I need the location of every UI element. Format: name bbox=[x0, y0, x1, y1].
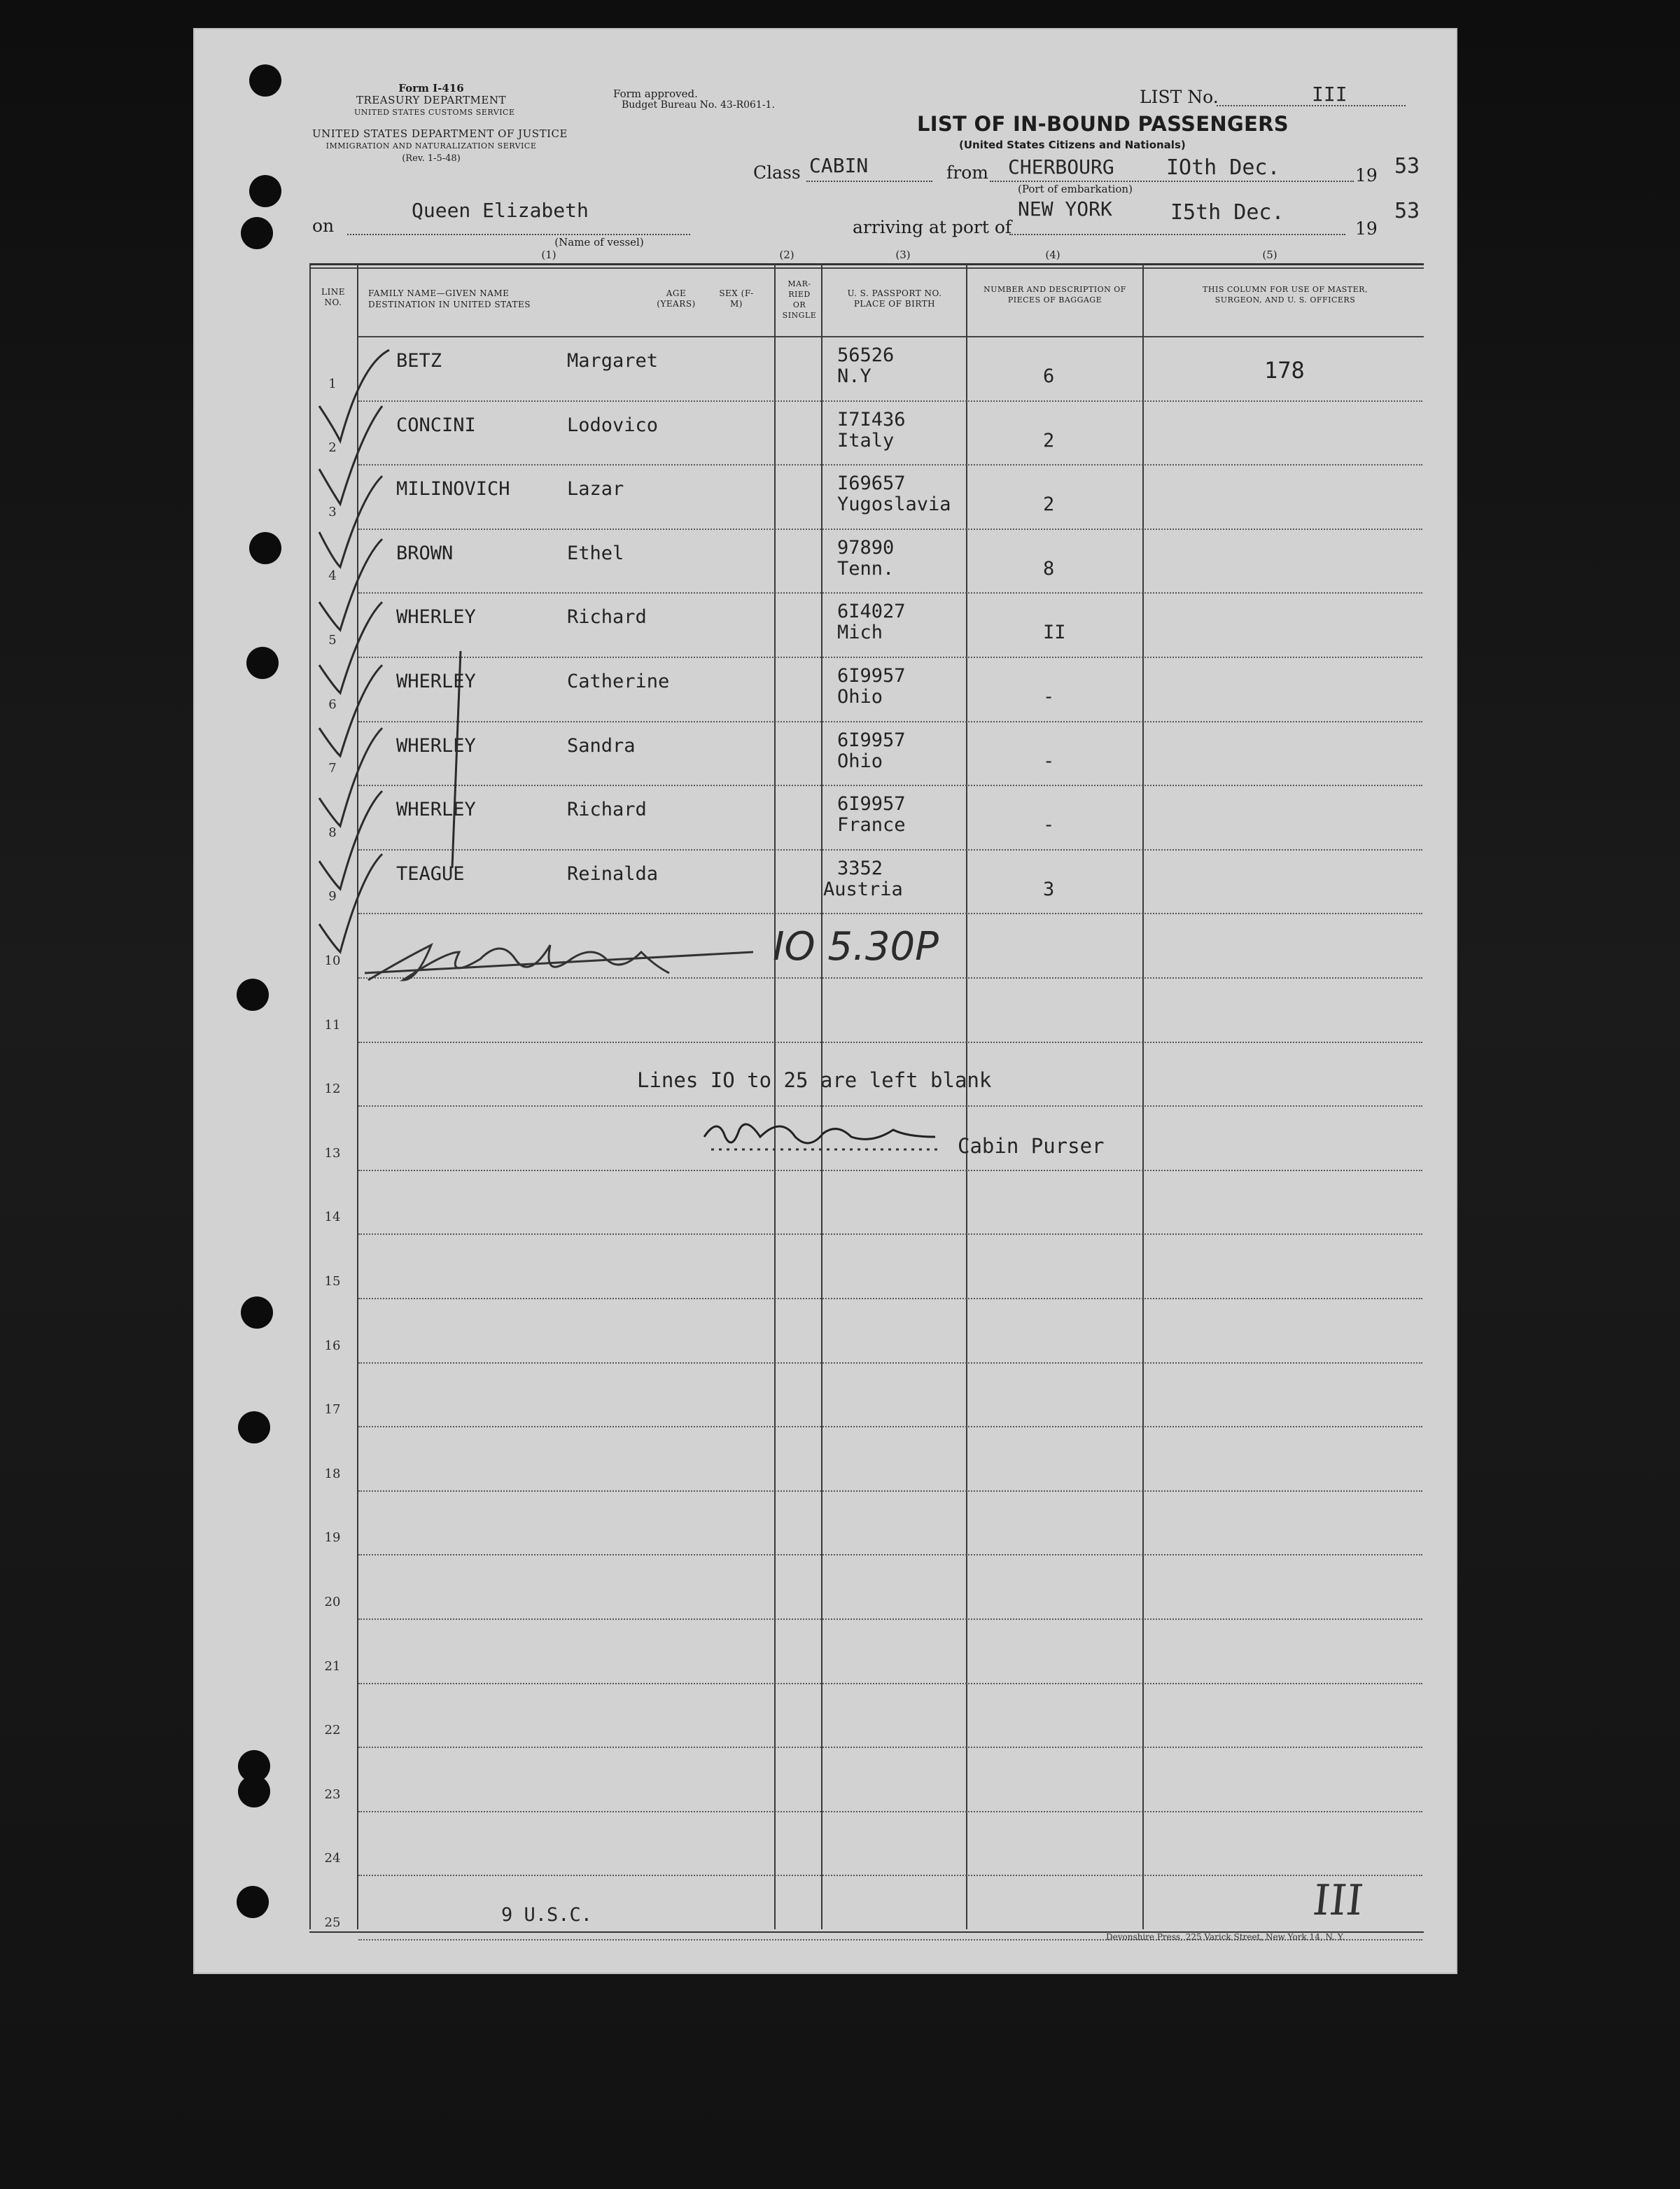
vessel-name: Queen Elizabeth bbox=[412, 199, 589, 222]
line-number: 10 bbox=[324, 953, 341, 968]
line-number: 21 bbox=[324, 1659, 341, 1674]
passport-number: I7I436 bbox=[837, 409, 906, 431]
row-rule bbox=[358, 592, 1422, 594]
col-num-5: (5) bbox=[1262, 249, 1278, 261]
punch-hole bbox=[238, 1411, 270, 1443]
passenger-given-name: Margaret bbox=[567, 350, 659, 372]
passenger-family-name: WHERLEY bbox=[396, 735, 476, 757]
line-number: 18 bbox=[324, 1467, 341, 1481]
header-rule bbox=[309, 267, 1424, 269]
passenger-family-name: CONCINI bbox=[396, 414, 476, 436]
row-rule bbox=[358, 1426, 1422, 1427]
line-number: 22 bbox=[324, 1723, 341, 1737]
row-rule bbox=[358, 721, 1422, 722]
line-number: 25 bbox=[324, 1915, 341, 1930]
place-of-birth: Italy bbox=[837, 430, 895, 452]
col-header-age: AGE (YEARS) bbox=[657, 288, 696, 309]
line-number: 23 bbox=[324, 1787, 341, 1802]
col-num-2: (2) bbox=[779, 249, 794, 261]
col-num-1: (1) bbox=[541, 249, 556, 261]
row-rule bbox=[358, 464, 1422, 466]
row-rule bbox=[358, 1362, 1422, 1364]
from-port: CHERBOURG bbox=[1008, 155, 1114, 179]
col-header-destination: DESTINATION IN UNITED STATES bbox=[368, 300, 531, 309]
passenger-given-name: Sandra bbox=[567, 735, 636, 757]
punch-hole bbox=[249, 532, 281, 564]
row-rule bbox=[358, 1618, 1422, 1620]
printer-imprint: Devonshire Press, 225 Varick Street, New York 14, N. Y. bbox=[1106, 1932, 1345, 1942]
passport-number: 6I9957 bbox=[837, 665, 906, 687]
row-rule bbox=[358, 657, 1422, 658]
col-divider bbox=[821, 263, 822, 1929]
class-value: CABIN bbox=[809, 154, 869, 177]
line-number: 17 bbox=[324, 1402, 341, 1417]
row-rule bbox=[358, 1747, 1422, 1748]
punch-hole bbox=[237, 1886, 269, 1918]
place-of-birth: Tenn. bbox=[837, 558, 895, 580]
port-embarkation-note: (Port of embarkation) bbox=[1018, 183, 1133, 195]
line-number: 9 bbox=[328, 889, 337, 904]
line-number: 16 bbox=[324, 1338, 341, 1353]
revision: (Rev. 1-5-48) bbox=[402, 153, 461, 164]
usc-note: 9 U.S.C. bbox=[501, 1904, 593, 1926]
line-number: 5 bbox=[328, 633, 337, 648]
passport-number: 56526 bbox=[837, 344, 895, 366]
passenger-given-name: Richard bbox=[567, 606, 647, 628]
line-number: 14 bbox=[324, 1210, 341, 1224]
col-divider bbox=[1142, 263, 1144, 1929]
passenger-family-name: WHERLEY bbox=[396, 606, 476, 628]
row-rule bbox=[358, 400, 1422, 402]
passport-number: 97890 bbox=[837, 537, 895, 559]
budget-bureau: Budget Bureau No. 43-R061-1. bbox=[622, 99, 775, 111]
row-rule bbox=[358, 1554, 1422, 1555]
page-subtitle: (United States Citizens and Nationals) bbox=[959, 139, 1186, 151]
col-header-passport: U. S. PASSPORT NO. PLACE OF BIRTH bbox=[847, 288, 942, 309]
tally-marks: III bbox=[1310, 1876, 1366, 1925]
time-stamp: IO 5.30P bbox=[773, 924, 939, 970]
punch-hole bbox=[238, 1775, 270, 1807]
passenger-family-name: MILINOVICH bbox=[396, 478, 510, 500]
row-rule bbox=[358, 1233, 1422, 1235]
baggage-count: 3 bbox=[1043, 879, 1055, 900]
punch-hole bbox=[246, 647, 279, 679]
row-rule bbox=[358, 1490, 1422, 1492]
row-rule bbox=[358, 913, 1422, 914]
passenger-family-name: WHERLEY bbox=[396, 671, 476, 692]
form-number: Form I-416 bbox=[398, 82, 464, 95]
from-date: IOth Dec. bbox=[1166, 155, 1280, 180]
passenger-family-name: BROWN bbox=[396, 543, 454, 564]
row-rule bbox=[358, 1105, 1422, 1107]
place-of-birth: Mich bbox=[837, 622, 883, 643]
vessel-line bbox=[347, 234, 690, 235]
baggage-count: 6 bbox=[1043, 365, 1055, 387]
passenger-given-name: Reinalda bbox=[567, 863, 659, 885]
passenger-given-name: Ethel bbox=[567, 543, 624, 564]
col-num-3: (3) bbox=[895, 249, 911, 261]
immigration-service: IMMIGRATION AND NATURALIZATION SERVICE bbox=[326, 141, 537, 151]
line-number: 7 bbox=[328, 761, 337, 776]
row-rule bbox=[358, 785, 1422, 786]
col-divider bbox=[309, 263, 311, 1929]
list-no-line bbox=[1217, 105, 1406, 106]
row-rule bbox=[358, 1875, 1422, 1876]
col-num-4: (4) bbox=[1045, 249, 1060, 261]
arrive-port: NEW YORK bbox=[1018, 197, 1112, 221]
baggage-count: - bbox=[1043, 750, 1055, 772]
place-of-birth: Austria bbox=[823, 879, 903, 900]
line-number: 20 bbox=[324, 1595, 341, 1609]
punch-hole bbox=[249, 64, 281, 97]
place-of-birth: Yugoslavia bbox=[837, 494, 951, 515]
line-number: 1 bbox=[328, 377, 337, 391]
col-header-line: LINE NO. bbox=[321, 287, 345, 307]
place-of-birth: Ohio bbox=[837, 686, 883, 708]
check-marks bbox=[312, 322, 494, 973]
row-rule bbox=[358, 529, 1422, 530]
row-rule bbox=[358, 1683, 1422, 1684]
line-number: 11 bbox=[324, 1018, 341, 1033]
col-header-name: FAMILY NAME—GIVEN NAME bbox=[368, 288, 510, 298]
line-number: 3 bbox=[328, 505, 337, 519]
line-number: 2 bbox=[328, 440, 337, 455]
col-header-officers: THIS COLUMN FOR USE OF MASTER, SURGEON, AND U. S. OFFICERS bbox=[1203, 285, 1368, 305]
passenger-family-name: BETZ bbox=[396, 350, 442, 372]
passport-number: 6I4027 bbox=[837, 601, 906, 622]
passport-number: 6I9957 bbox=[837, 729, 906, 751]
passport-number: 3352 bbox=[837, 858, 883, 879]
blank-lines-note: Lines IO to 25 are left blank bbox=[637, 1068, 992, 1092]
arrive-date: I5th Dec. bbox=[1170, 200, 1284, 225]
customs-service: UNITED STATES CUSTOMS SERVICE bbox=[354, 108, 515, 117]
manifest-page bbox=[193, 28, 1457, 1974]
col-header-sex: SEX (F-M) bbox=[719, 288, 754, 309]
from-line bbox=[990, 181, 1354, 182]
passenger-family-name: WHERLEY bbox=[396, 799, 476, 820]
arrive-year-prefix: 19 bbox=[1355, 218, 1378, 239]
line-number: 24 bbox=[324, 1851, 341, 1866]
header-bottom bbox=[358, 336, 1424, 337]
passport-number: I69657 bbox=[837, 473, 906, 494]
officer-note: 178 bbox=[1264, 357, 1305, 384]
line-number: 6 bbox=[328, 697, 337, 712]
passenger-family-name: TEAGUE bbox=[396, 863, 465, 885]
class-line bbox=[806, 181, 932, 182]
arrive-line bbox=[1009, 234, 1345, 235]
on-label: on bbox=[312, 216, 335, 236]
from-year: 53 bbox=[1394, 154, 1420, 179]
page-title: LIST OF IN-BOUND PASSENGERS bbox=[917, 112, 1289, 136]
baggage-count: 2 bbox=[1043, 494, 1055, 515]
line-number: 13 bbox=[324, 1146, 341, 1161]
punch-hole bbox=[249, 175, 281, 207]
line-number: 8 bbox=[328, 825, 337, 840]
arrive-year: 53 bbox=[1394, 199, 1420, 223]
from-label: from bbox=[946, 162, 988, 183]
vessel-note: (Name of vessel) bbox=[554, 236, 644, 249]
passenger-given-name: Lazar bbox=[567, 478, 624, 500]
punch-hole bbox=[241, 217, 273, 249]
place-of-birth: Ohio bbox=[837, 750, 883, 772]
punch-hole bbox=[241, 1296, 273, 1329]
baggage-count: 2 bbox=[1043, 430, 1055, 452]
col-divider bbox=[774, 263, 776, 1929]
arriving-label: arriving at port of bbox=[853, 217, 1012, 237]
justice-dept: UNITED STATES DEPARTMENT OF JUSTICE bbox=[312, 127, 568, 140]
form-approved: Form approved. bbox=[613, 88, 698, 100]
from-year-prefix: 19 bbox=[1355, 165, 1378, 186]
baggage-count: II bbox=[1043, 622, 1066, 643]
row-rule bbox=[358, 1298, 1422, 1299]
line-number: 4 bbox=[328, 568, 337, 583]
passport-number: 6I9957 bbox=[837, 793, 906, 815]
row-rule bbox=[358, 1042, 1422, 1043]
line-number: 12 bbox=[324, 1082, 341, 1096]
baggage-count: - bbox=[1043, 814, 1055, 836]
col-header-baggage: NUMBER AND DESCRIPTION OF PIECES OF BAGGAGE bbox=[983, 285, 1126, 305]
baggage-count: 8 bbox=[1043, 558, 1055, 580]
place-of-birth: France bbox=[837, 814, 906, 836]
passenger-given-name: Catherine bbox=[567, 671, 670, 692]
row-rule bbox=[358, 1811, 1422, 1812]
passenger-given-name: Lodovico bbox=[567, 414, 659, 436]
list-no-label: LIST No. bbox=[1140, 87, 1219, 107]
passenger-given-name: Richard bbox=[567, 799, 647, 820]
row-rule bbox=[358, 1170, 1422, 1171]
purser-signature bbox=[697, 1109, 949, 1158]
punch-hole bbox=[237, 979, 269, 1011]
handwritten-initials bbox=[361, 917, 753, 994]
col-header-married: MAR- RIED OR SINGLE bbox=[782, 279, 817, 320]
line-number: 15 bbox=[324, 1274, 341, 1289]
baggage-count: - bbox=[1043, 686, 1055, 708]
treasury-dept: TREASURY DEPARTMENT bbox=[356, 94, 506, 106]
col-divider bbox=[966, 263, 967, 1929]
place-of-birth: N.Y bbox=[837, 365, 872, 387]
line-number: 19 bbox=[324, 1530, 341, 1545]
list-no-value: III bbox=[1312, 83, 1348, 106]
row-rule bbox=[358, 849, 1422, 851]
purser-title: Cabin Purser bbox=[958, 1134, 1105, 1158]
class-label: Class bbox=[753, 162, 801, 183]
